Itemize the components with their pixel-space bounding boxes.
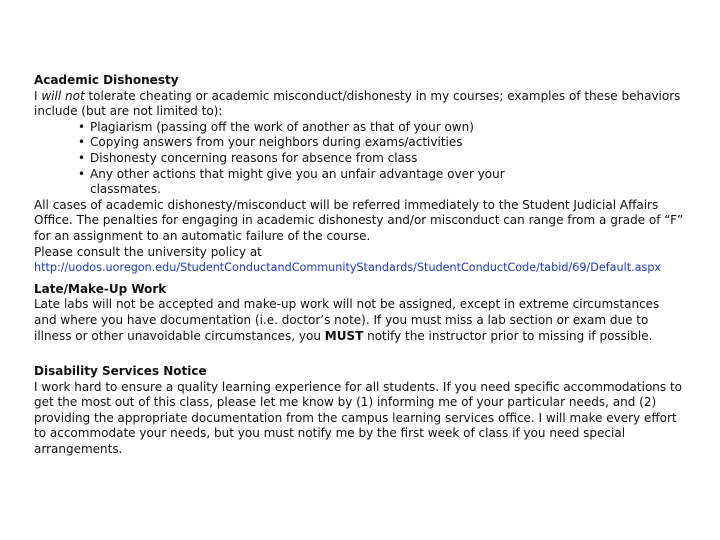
dishonesty-examples-list bbox=[34, 120, 684, 198]
bullet-icon: • bbox=[78, 119, 86, 134]
late-text-after: notify the instructor prior to missing if possible. bbox=[363, 328, 653, 343]
academic-dishonesty-penalty: All cases of academic dishonesty/misconduct will be referred immediately to the Student Judicial Affairs Office. The penalties for engaging in academic dishonesty and/or misconduct can range from a grade of “F” for an assignment to an automatic failure of the course. bbox=[34, 197, 684, 243]
intro-emphasis: will not bbox=[41, 88, 85, 103]
policy-consult-text: Please consult the university policy at bbox=[34, 244, 262, 259]
bullet-icon: • bbox=[78, 166, 86, 181]
late-work-section bbox=[34, 282, 684, 344]
list-item-text: Copying answers from your neighbors during exams/activities bbox=[90, 135, 463, 150]
bullet-icon: • bbox=[78, 135, 86, 150]
bullet-icon: • bbox=[78, 150, 86, 165]
section-spacer bbox=[34, 344, 684, 364]
university-policy-link[interactable]: http://uodos.uoregon.edu/StudentConductandCommunityStandards/StudentConductCode/tabid/69/Default.aspx bbox=[34, 261, 662, 275]
intro-prefix: I bbox=[34, 88, 42, 103]
disability-services-heading: Disability Services Notice bbox=[34, 364, 207, 379]
late-text-before: Late labs will not be accepted and make-up work will not be assigned, except in extreme circumstances and where you have documentation (i.e. doctor’s note). If you must miss a lab section or exam due to illness or other unavoidable circumstances, you bbox=[34, 297, 660, 343]
list-item bbox=[78, 151, 550, 167]
academic-dishonesty-section bbox=[34, 73, 684, 276]
list-item-text: Any other actions that might give you an unfair advantage over your classmates. bbox=[90, 166, 505, 197]
disability-services-text: I work hard to ensure a quality learning experience for all students. If you need specific accommodations to get the most out of this class, please let me know by (1) informing me of your particular needs, and (2) providing the appropriate documentation from the campus learning services office. I will make every effort to accommodate your needs, but you must notify me by the first week of class if you need special arrangements. bbox=[34, 379, 683, 457]
list-item bbox=[78, 167, 550, 198]
intro-suffix: tolerate cheating or academic misconduct/dishonesty in my courses; examples of these behaviors include (but are not limited to): bbox=[34, 88, 681, 119]
list-item bbox=[78, 120, 550, 136]
disability-services-section bbox=[34, 364, 684, 458]
academic-dishonesty-intro bbox=[34, 89, 684, 120]
late-text-emphasis: MUST bbox=[324, 328, 364, 343]
academic-dishonesty-heading: Academic Dishonesty bbox=[34, 73, 179, 87]
late-work-heading: Late/Make-Up Work bbox=[34, 281, 167, 296]
list-item-text: Dishonesty concerning reasons for absence from class bbox=[90, 150, 418, 165]
syllabus-policies bbox=[34, 73, 684, 458]
late-work-text bbox=[34, 297, 684, 344]
list-item bbox=[78, 135, 550, 151]
list-item-text: Plagiarism (passing off the work of another as that of your own) bbox=[90, 119, 474, 134]
